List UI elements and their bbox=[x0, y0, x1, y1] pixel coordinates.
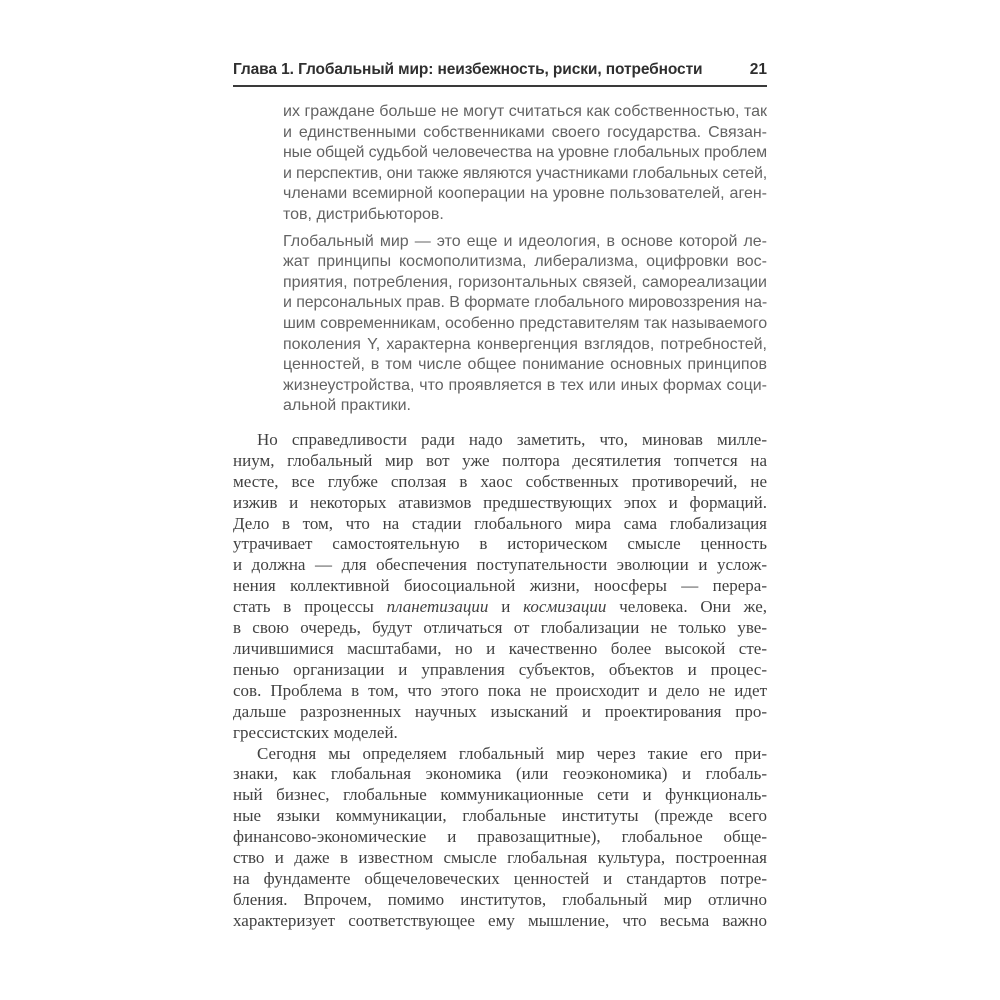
text-segment: их граждане больше не могут считаться как собственностью, так bbox=[283, 103, 767, 120]
text-line bbox=[233, 785, 767, 806]
italic-term: планетизации bbox=[386, 597, 489, 617]
text-segment: Глобальный мир — это еще и идеология, в основе которой ле- bbox=[283, 232, 767, 250]
text-segment: Сегодня мы определяем глобальный мир через такие его при- bbox=[257, 743, 767, 763]
text-segment: дальше разрозненных научных изысканий и проектирования про- bbox=[233, 701, 767, 721]
page-content bbox=[233, 61, 767, 932]
text-segment: и перспектив, они также являются участниками глобальных сетей, bbox=[283, 164, 767, 182]
quote-paragraph bbox=[283, 102, 767, 226]
text-line bbox=[233, 827, 767, 848]
text-line bbox=[283, 143, 767, 164]
text-line bbox=[233, 764, 767, 785]
body-text bbox=[233, 430, 767, 932]
text-segment: и должна — для обеспечения поступательности эволюции и услож- bbox=[233, 555, 767, 575]
text-segment: стать в процессы bbox=[233, 597, 387, 617]
text-line bbox=[283, 335, 767, 356]
text-segment: приятия, потребления, горизонтальных связей, самореализации bbox=[283, 273, 767, 291]
text-segment: финансово-экономические и правозащитные), глобальное обще- bbox=[233, 827, 767, 847]
text-line bbox=[283, 273, 767, 294]
text-line bbox=[283, 396, 767, 417]
text-segment: нения коллективной биосоциальной жизни, ноосферы — перера- bbox=[233, 576, 767, 596]
text-line bbox=[233, 493, 767, 514]
text-line bbox=[233, 681, 767, 702]
text-line bbox=[233, 744, 767, 765]
text-segment: утрачивает самостоятельную в историческом смысле ценность bbox=[233, 534, 767, 554]
text-segment: жат принципы космополитизма, либерализма, оцифровки вос- bbox=[283, 253, 767, 271]
text-line bbox=[283, 252, 767, 273]
text-segment: тов, дистрибьюторов. bbox=[283, 205, 444, 223]
text-line bbox=[233, 806, 767, 827]
text-line bbox=[283, 164, 767, 185]
text-segment: членами всемирной кооперации на уровне пользователей, аген- bbox=[283, 185, 767, 203]
text-segment: на фундаменте общечеловеческих ценностей и стандартов потре- bbox=[233, 868, 767, 888]
text-segment: шим современникам, особенно представителям так называемого bbox=[283, 314, 767, 332]
text-line bbox=[233, 723, 767, 744]
text-line bbox=[283, 102, 767, 123]
text-line bbox=[233, 911, 767, 932]
text-line bbox=[233, 576, 767, 597]
text-segment: ство и даже в известном смысле глобальная культура, построенная bbox=[233, 848, 767, 868]
text-line bbox=[283, 123, 767, 144]
text-segment: Но справедливости ради надо заметить, что, миновав милле- bbox=[257, 429, 767, 449]
text-segment: изжив и некоторых атавизмов предшествующих эпох и формаций. bbox=[233, 492, 767, 512]
text-line bbox=[233, 639, 767, 660]
text-segment: и персональных прав. В формате глобального мировоззрения на- bbox=[283, 294, 767, 312]
text-segment: жизнеустройства, что проявляется в тех или иных формах соци- bbox=[283, 376, 767, 394]
text-line bbox=[233, 890, 767, 911]
text-segment: и bbox=[488, 597, 524, 617]
text-segment: человека. Они же, bbox=[606, 597, 767, 617]
quote-paragraph bbox=[283, 232, 767, 417]
page-number: 21 bbox=[749, 61, 767, 78]
text-line bbox=[283, 314, 767, 335]
text-line bbox=[233, 451, 767, 472]
text-line bbox=[233, 597, 767, 618]
chapter-title: Глава 1. Глобальный мир: неизбежность, риски, потребности bbox=[233, 61, 703, 78]
body-paragraph bbox=[233, 744, 767, 932]
italic-term: космизации bbox=[523, 597, 607, 617]
quote-block bbox=[283, 102, 767, 417]
text-segment: и единственными собственниками своего государства. Связан- bbox=[283, 123, 767, 141]
text-segment: месте, все глубже сползая в хаос собственных противоречий, не bbox=[233, 471, 767, 491]
text-segment: ценностей, в том числе общее понимание основных принципов bbox=[283, 356, 767, 374]
text-line bbox=[233, 618, 767, 639]
text-line bbox=[233, 534, 767, 555]
text-line bbox=[233, 472, 767, 493]
text-segment: бления. Впрочем, помимо институтов, глобальный мир отлично bbox=[233, 889, 767, 909]
text-segment: сов. Проблема в том, что этого пока не происходит и дело не идет bbox=[233, 680, 767, 700]
text-line bbox=[283, 232, 767, 253]
text-segment: характеризует соответствующее ему мышление, что весьма важно bbox=[233, 910, 767, 930]
text-segment: в свою очередь, будут отличаться от глобализации не только уве- bbox=[233, 618, 767, 638]
text-segment: личившимися масштабами, но и качественно более высокой сте- bbox=[233, 638, 767, 658]
text-line bbox=[233, 869, 767, 890]
text-segment: знаки, как глобальная экономика (или геоэкономика) и глобаль- bbox=[233, 764, 767, 784]
text-segment: грессистских моделей. bbox=[233, 722, 398, 742]
body-paragraph bbox=[233, 430, 767, 744]
text-line bbox=[283, 376, 767, 397]
text-segment: альной практики. bbox=[283, 397, 411, 415]
text-segment: Дело в том, что на стадии глобального мира сама глобализация bbox=[233, 513, 767, 533]
text-line bbox=[283, 355, 767, 376]
text-line bbox=[283, 184, 767, 205]
text-line bbox=[283, 205, 767, 226]
text-segment: ные общей судьбой человечества на уровне глобальных проблем bbox=[283, 144, 767, 162]
text-segment: ниум, глобальный мир вот уже полтора десятилетия топчется на bbox=[233, 450, 767, 470]
text-segment: ные языки коммуникации, глобальные институты (прежде всего bbox=[233, 806, 767, 826]
text-line bbox=[233, 555, 767, 576]
text-segment: поколения Y, характерна конвергенция взглядов, потребностей, bbox=[283, 335, 767, 353]
text-segment: ный бизнес, глобальные коммуникационные сети и функциональ- bbox=[233, 785, 767, 805]
text-line bbox=[233, 848, 767, 869]
text-line bbox=[283, 293, 767, 314]
text-line bbox=[233, 514, 767, 535]
text-line bbox=[233, 430, 767, 451]
text-line bbox=[233, 702, 767, 723]
text-line bbox=[233, 660, 767, 681]
page-header bbox=[233, 61, 767, 87]
text-segment: пенью организации и управления субъектов, объектов и процес- bbox=[233, 659, 767, 679]
